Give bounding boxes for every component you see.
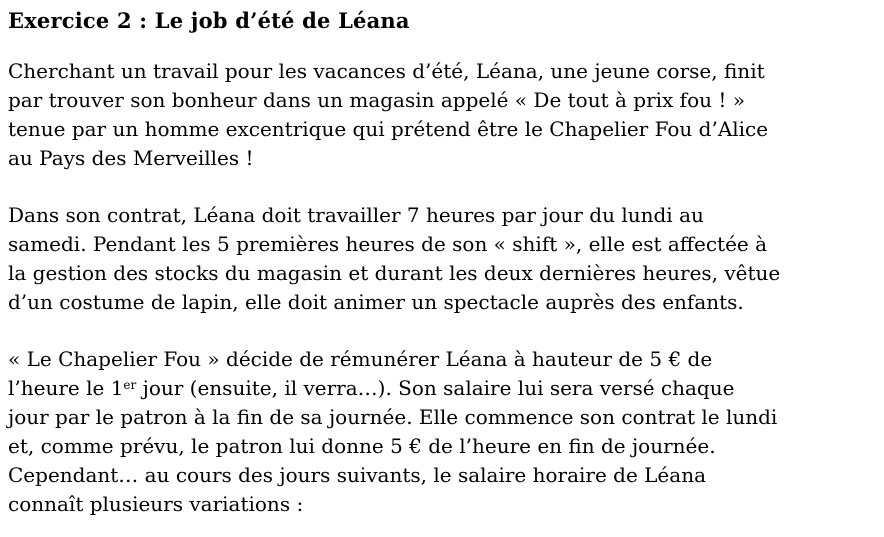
text-line: et, comme prévu, le patron lui donne 5 € de l’heure en fin de journée. [8, 434, 716, 458]
text-line: samedi. Pendant les 5 premières heures de son « shift », elle est affectée à [8, 232, 768, 256]
text-line: Cherchant un travail pour les vacances d’été, Léana, une jeune corse, finit [8, 59, 765, 83]
text-line: Cependant… au cours des jours suivants, le salaire horaire de Léana [8, 463, 706, 487]
exercise-title: Exercice 2 : Le job d’été de Léana [8, 8, 410, 33]
text-segment: l’heure le 1 [8, 376, 124, 400]
paragraph-contract [8, 201, 878, 317]
text-line: Dans son contrat, Léana doit travailler 7 heures par jour du lundi au [8, 203, 704, 227]
text-line: d’un costume de lapin, elle doit animer un spectacle auprès des enfants. [8, 290, 744, 314]
ordinal-superscript: er [123, 378, 137, 392]
text-line: au Pays des Merveilles ! [8, 146, 254, 170]
text-line: jour par le patron à la fin de sa journée. Elle commence son contrat le lundi [8, 405, 778, 429]
text-line: par trouver son bonheur dans un magasin appelé « De tout à prix fou ! » [8, 88, 745, 112]
text-line: « Le Chapelier Fou » décide de rémunérer Léana à hauteur de 5 € de [8, 347, 713, 371]
text-line: la gestion des stocks du magasin et durant les deux dernières heures, vêtue [8, 261, 781, 285]
text-segment: jour (ensuite, il verra…). Son salaire lui sera versé chaque [136, 376, 735, 400]
paragraph-salary [8, 345, 878, 519]
text-line: tenue par un homme excentrique qui prétend être le Chapelier Fou d’Alice [8, 117, 769, 141]
paragraph-intro [8, 57, 878, 173]
text-line-with-superscript [8, 374, 878, 403]
text-line: connaît plusieurs variations : [8, 492, 304, 516]
